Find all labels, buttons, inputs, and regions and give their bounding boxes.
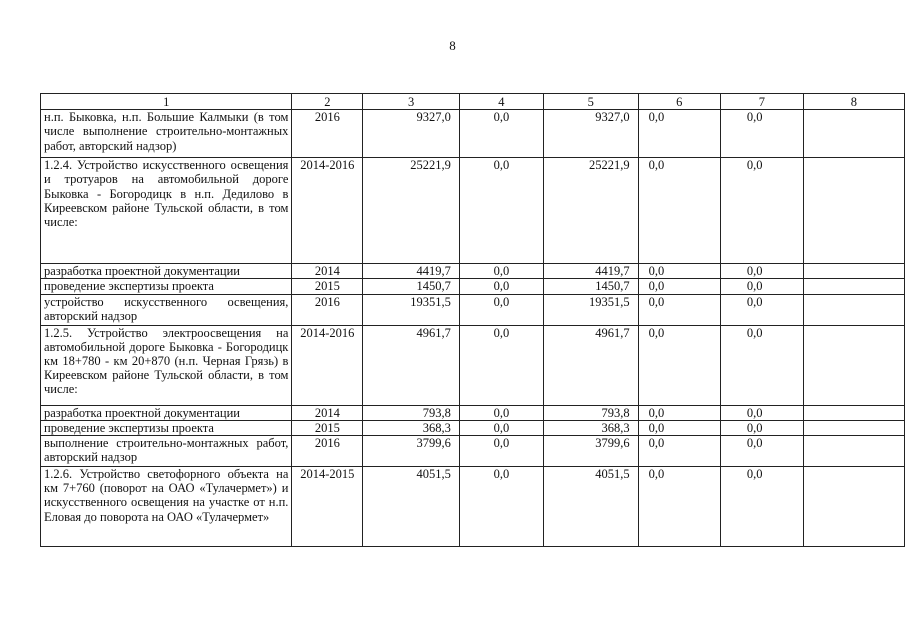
row-year-cell: 2016 [292, 294, 363, 325]
row-total-cell: 4051,5 [363, 467, 460, 547]
row-name-cell: проведение экспертизы проекта [41, 279, 292, 294]
row-year-cell: 2014-2016 [292, 158, 363, 264]
header-cell: 1 [41, 94, 292, 110]
table-row [41, 158, 905, 264]
row-name-cell: разработка проектной документации [41, 405, 292, 420]
row-name-cell: 1.2.6. Устройство светофорного объекта на км 7+760 (поворот на ОАО «Тулачермет») и искусственного освещения на участке от н.п. Еловая до поворота на ОАО «Тулачермет» [41, 467, 292, 547]
page-number: 8 [449, 38, 456, 53]
table-row [41, 279, 905, 294]
row-value-cell: 0,0 [720, 158, 803, 264]
table-row [41, 264, 905, 279]
row-note-cell [803, 264, 904, 279]
row-value-cell: 0,0 [459, 264, 543, 279]
row-year-cell: 2015 [292, 420, 363, 435]
row-value-cell: 0,0 [720, 279, 803, 294]
header-cell: 8 [803, 94, 904, 110]
row-value-cell: 0,0 [720, 264, 803, 279]
row-value-cell: 793,8 [543, 405, 638, 420]
row-value-cell: 0,0 [459, 436, 543, 467]
row-total-cell: 25221,9 [363, 158, 460, 264]
row-year-cell: 2016 [292, 110, 363, 158]
row-note-cell [803, 467, 904, 547]
header-cell: 4 [459, 94, 543, 110]
row-note-cell [803, 279, 904, 294]
row-name-cell: устройство искусственного освещения, авторский надзор [41, 294, 292, 325]
row-value-cell: 0,0 [638, 405, 720, 420]
row-name-cell: 1.2.5. Устройство электроосвещения на автомобильной дороге Быковка - Богородицк км 18+780 - км 20+870 (н.п. Черная Грязь) в Киреевском районе Тульской области, в том числе: [41, 325, 292, 405]
table-row [41, 405, 905, 420]
row-name-cell: 1.2.4. Устройство искусственного освещения и тротуаров на автомобильной дороге Быковка - Богородицк в н.п. Дедилово в Киреевском районе Тульской области, в том числе: [41, 158, 292, 264]
table-row [41, 467, 905, 547]
row-note-cell [803, 436, 904, 467]
row-total-cell: 4961,7 [363, 325, 460, 405]
row-value-cell: 0,0 [638, 264, 720, 279]
table-row [41, 325, 905, 405]
row-value-cell: 0,0 [638, 110, 720, 158]
row-total-cell: 19351,5 [363, 294, 460, 325]
row-note-cell [803, 110, 904, 158]
row-year-cell: 2014 [292, 405, 363, 420]
row-value-cell: 0,0 [638, 325, 720, 405]
row-note-cell [803, 294, 904, 325]
row-value-cell: 0,0 [459, 420, 543, 435]
row-note-cell [803, 325, 904, 405]
row-value-cell: 0,0 [459, 279, 543, 294]
row-note-cell [803, 405, 904, 420]
row-value-cell: 0,0 [638, 158, 720, 264]
row-name-cell: проведение экспертизы проекта [41, 420, 292, 435]
row-value-cell: 0,0 [720, 436, 803, 467]
table-header-row [41, 94, 905, 110]
table-row [41, 436, 905, 467]
header-cell: 7 [720, 94, 803, 110]
row-name-cell: разработка проектной документации [41, 264, 292, 279]
row-value-cell: 0,0 [638, 294, 720, 325]
row-year-cell: 2016 [292, 436, 363, 467]
header-cell: 2 [292, 94, 363, 110]
row-value-cell: 3799,6 [543, 436, 638, 467]
row-total-cell: 1450,7 [363, 279, 460, 294]
row-value-cell: 25221,9 [543, 158, 638, 264]
row-value-cell: 0,0 [720, 467, 803, 547]
row-value-cell: 0,0 [638, 467, 720, 547]
row-year-cell: 2015 [292, 279, 363, 294]
row-value-cell: 4961,7 [543, 325, 638, 405]
row-value-cell: 0,0 [720, 405, 803, 420]
table-row [41, 420, 905, 435]
row-value-cell: 0,0 [638, 436, 720, 467]
row-value-cell: 19351,5 [543, 294, 638, 325]
row-value-cell: 1450,7 [543, 279, 638, 294]
row-year-cell: 2014 [292, 264, 363, 279]
row-value-cell: 0,0 [638, 420, 720, 435]
row-note-cell [803, 158, 904, 264]
row-value-cell: 0,0 [459, 325, 543, 405]
row-value-cell: 9327,0 [543, 110, 638, 158]
row-value-cell: 0,0 [459, 110, 543, 158]
row-value-cell: 0,0 [720, 420, 803, 435]
row-name-cell: н.п. Быковка, н.п. Большие Калмыки (в том числе выполнение строительно-монтажных работ, авторский надзор) [41, 110, 292, 158]
header-cell: 6 [638, 94, 720, 110]
row-value-cell: 0,0 [459, 405, 543, 420]
row-year-cell: 2014-2016 [292, 325, 363, 405]
row-value-cell: 0,0 [720, 325, 803, 405]
row-total-cell: 3799,6 [363, 436, 460, 467]
table-row [41, 294, 905, 325]
table-row [41, 110, 905, 158]
row-total-cell: 793,8 [363, 405, 460, 420]
row-value-cell: 0,0 [459, 158, 543, 264]
row-value-cell: 0,0 [720, 110, 803, 158]
row-name-cell: выполнение строительно-монтажных работ, авторский надзор [41, 436, 292, 467]
row-value-cell: 0,0 [638, 279, 720, 294]
row-total-cell: 368,3 [363, 420, 460, 435]
row-value-cell: 4419,7 [543, 264, 638, 279]
row-value-cell: 368,3 [543, 420, 638, 435]
row-value-cell: 0,0 [459, 467, 543, 547]
row-value-cell: 0,0 [720, 294, 803, 325]
row-year-cell: 2014-2015 [292, 467, 363, 547]
row-total-cell: 9327,0 [363, 110, 460, 158]
header-cell: 5 [543, 94, 638, 110]
header-cell: 3 [363, 94, 460, 110]
row-value-cell: 4051,5 [543, 467, 638, 547]
row-note-cell [803, 420, 904, 435]
row-total-cell: 4419,7 [363, 264, 460, 279]
row-value-cell: 0,0 [459, 294, 543, 325]
budget-table [40, 93, 905, 547]
